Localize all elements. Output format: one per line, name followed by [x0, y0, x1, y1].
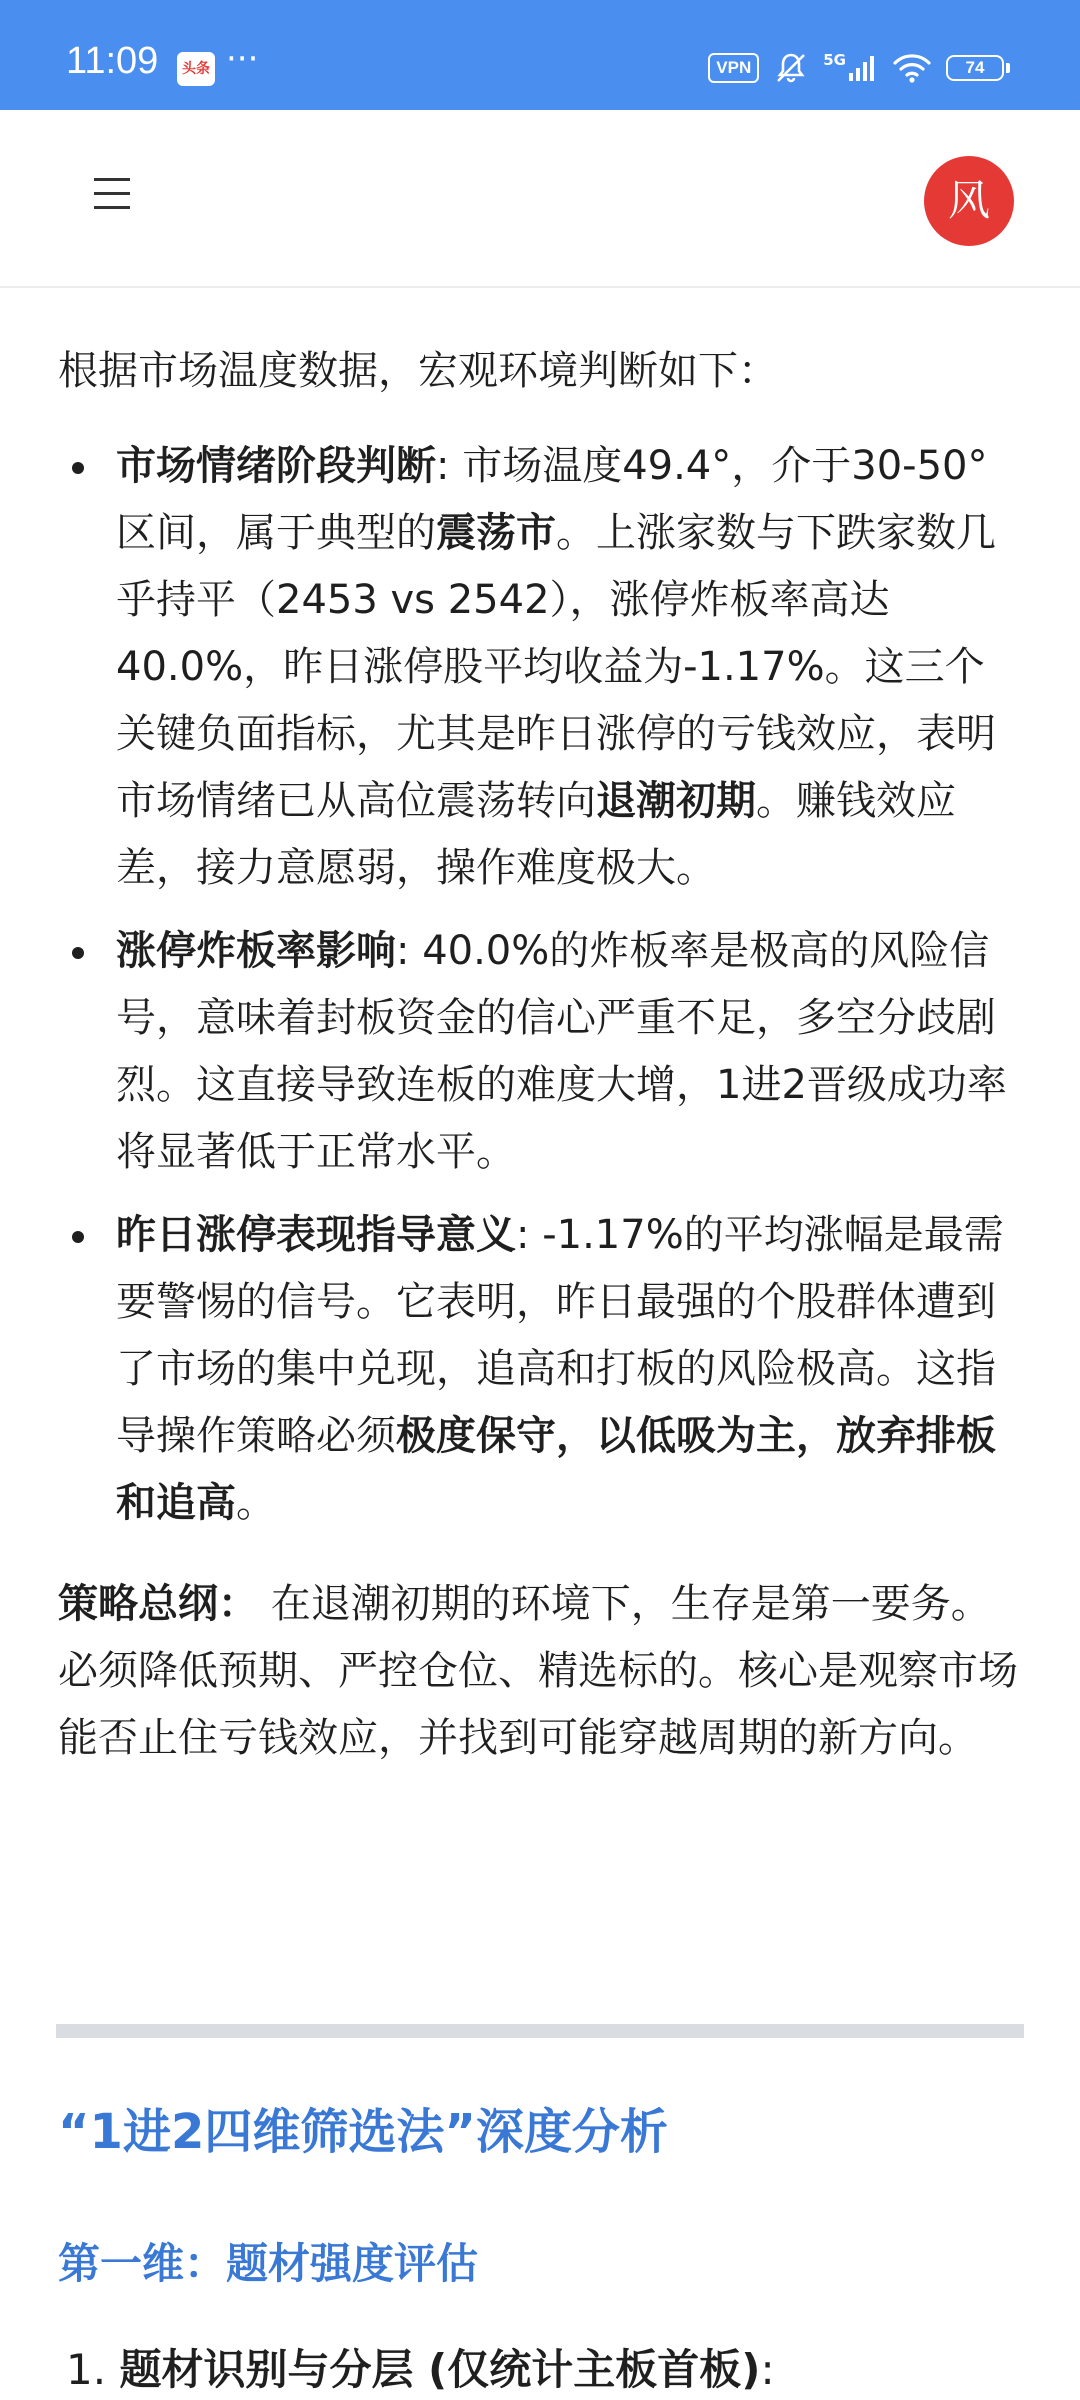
cellular-signal-icon	[823, 53, 878, 83]
wifi-icon	[892, 52, 932, 84]
summary-label: 策略总纲：	[58, 1581, 258, 1627]
bullet-text: 。赚钱效应差，接力意愿弱，操作难度极大。	[116, 778, 956, 891]
battery-icon	[946, 55, 1010, 81]
network-type-label: 5G	[823, 51, 846, 69]
bullet-dot-icon	[72, 462, 84, 474]
bullet-emphasis: 退潮初期	[596, 778, 756, 824]
summary-text: 在退潮初期的环境下，生存是第一要务。必须降低预期、严控仓位、精选标的。核心是观察市场能否止住亏钱效应，并找到可能穿越周期的新方向。	[58, 1581, 1018, 1761]
bullet-emphasis: 震荡市	[436, 510, 556, 556]
bullet-dot-icon	[72, 947, 84, 959]
list-number: 1.	[66, 2345, 107, 2394]
numbered-list-item	[66, 2340, 775, 2400]
list-item-title: 题材识别与分层 (仅统计主板首板)	[119, 2345, 761, 2394]
app-bar	[0, 110, 1080, 288]
analysis-list	[58, 433, 1024, 1537]
bullet-title: 涨停炸板率影响	[116, 928, 396, 974]
battery-level: 74	[946, 55, 1004, 81]
bullet-emphasis: 极度保守，以低吸为主，放弃排板和追高	[116, 1413, 996, 1526]
section-divider	[56, 2024, 1024, 2038]
bullet-title: 昨日涨停表现指导意义	[116, 1212, 516, 1258]
bullet-title: 市场情绪阶段判断	[116, 443, 436, 489]
strategy-summary	[58, 1571, 1024, 1772]
intro-paragraph: 根据市场温度数据，宏观环境判断如下：	[58, 348, 778, 394]
bullet-text: : 40.0%的炸板率是极高的风险信号，意味着封板资金的信心严重不足，多空分歧剧烈。这直接导致连板的难度大增，1进2晋级成功率将显著低于正常水平。	[116, 928, 1007, 1175]
hamburger-icon[interactable]	[94, 178, 130, 212]
section-title: “1进2四维筛选法”深度分析	[58, 2104, 668, 2160]
bullet-text: : -1.17%的平均涨幅是最需要警惕的信号。它表明，昨日最强的个股群体遭到了市场的集中兑现，追高和打板的风险极高。这指导操作策略必须	[116, 1212, 1004, 1459]
article-body	[58, 338, 1024, 1772]
bell-muted-icon	[773, 50, 809, 86]
status-time: 11:09	[66, 40, 159, 82]
bullet-text: 。上涨家数与下跌家数几乎持平（2453 vs 2542），涨停炸板率高达40.0%，昨日涨停股平均收益为-1.17%。这三个关键负面指标，尤其是昨日涨停的亏钱效应，表明市场情绪已从高位震荡转向	[116, 510, 996, 824]
bullet-dot-icon	[72, 1231, 84, 1243]
status-icons	[708, 48, 1010, 88]
bullet-text: : 市场温度49.4°，介于30-50°区间，属于典型的	[116, 443, 988, 556]
list-item	[58, 918, 1024, 1186]
subsection-title: 第一维：题材强度评估	[58, 2239, 479, 2288]
more-notifications-icon: ···	[226, 39, 259, 79]
vpn-icon: VPN	[708, 53, 759, 83]
list-item-suffix: :	[760, 2345, 775, 2394]
status-bar	[0, 0, 1080, 110]
list-item	[58, 1202, 1024, 1537]
news-app-icon: 头条	[177, 52, 215, 86]
avatar[interactable]: 风	[924, 156, 1014, 246]
list-item	[58, 433, 1024, 902]
signal-bars-icon	[848, 53, 878, 83]
bullet-text: 。	[236, 1480, 276, 1526]
